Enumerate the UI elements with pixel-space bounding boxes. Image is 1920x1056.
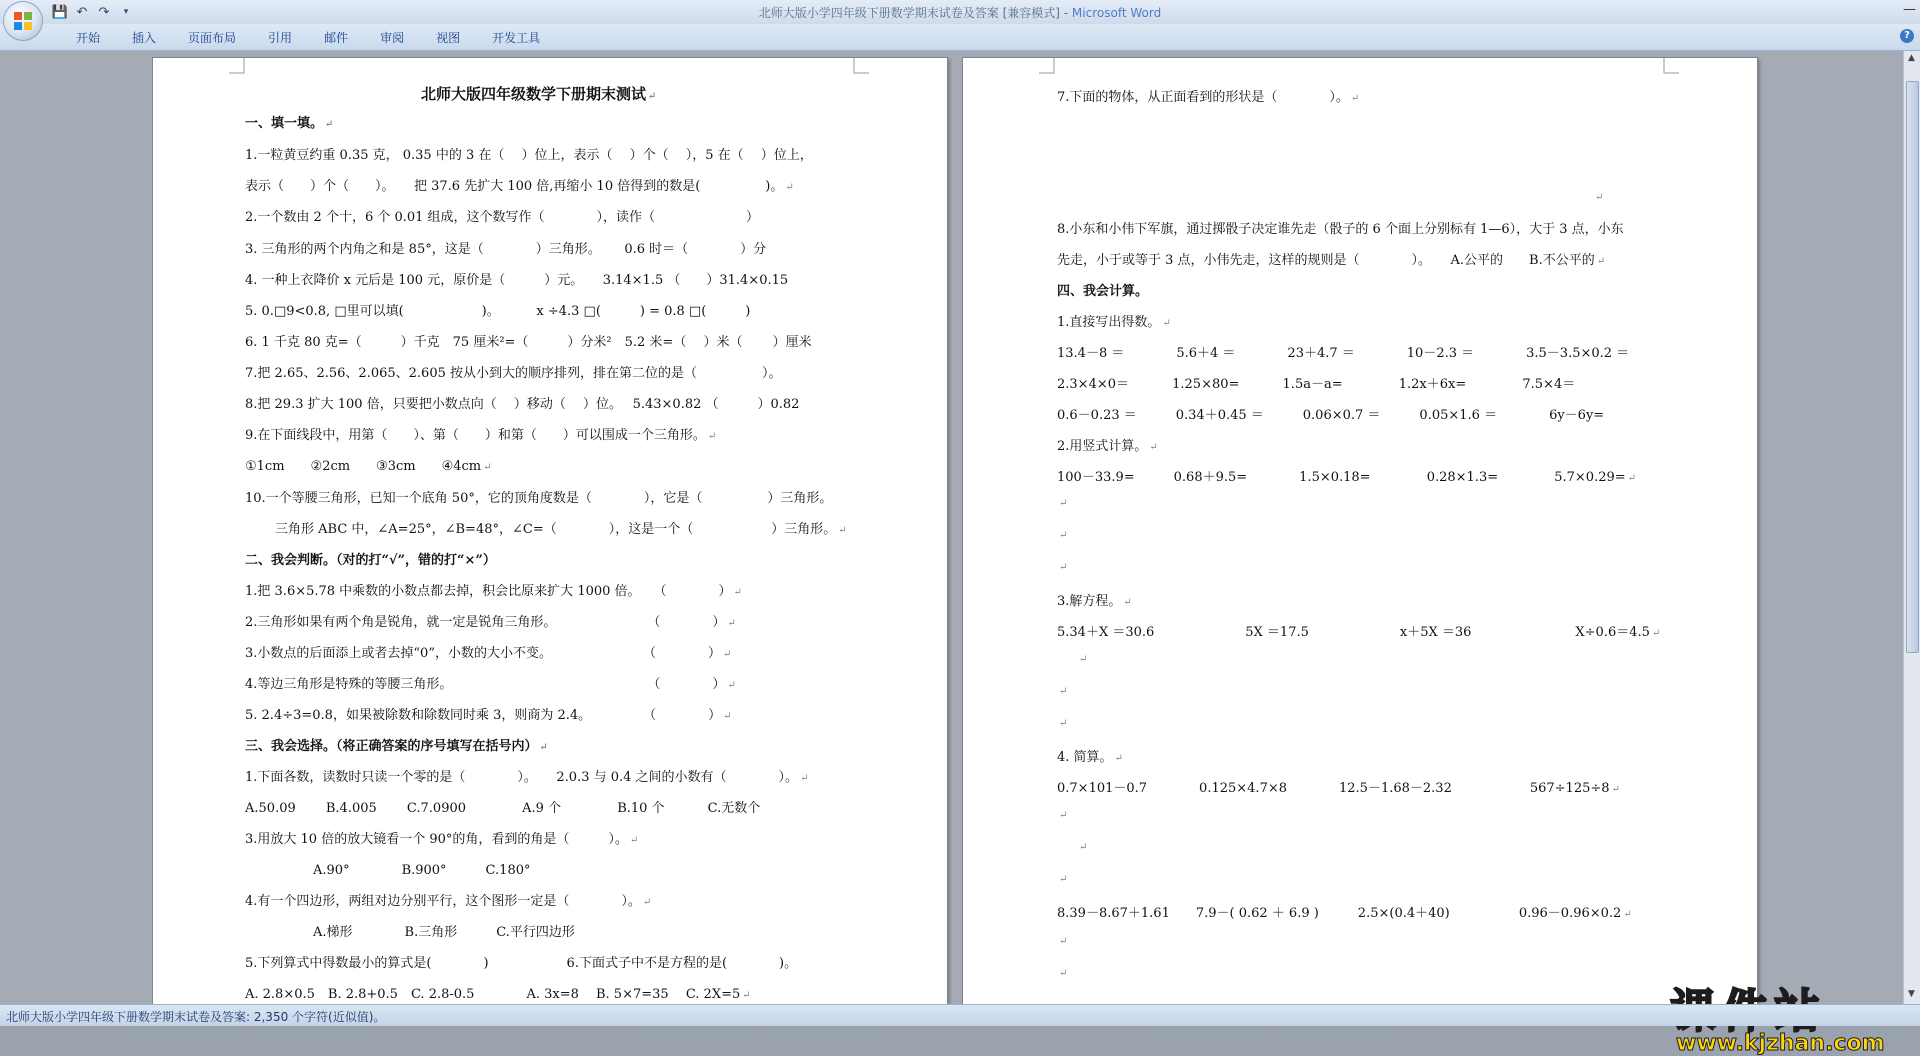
calc-row: 8.39－8.67＋1.61 7.9－( 0.62 ＋ 6.9 ) 2.5×(0.4＋40) 0.96－0.96×0.2 ↵ [1057,906,1632,921]
tab-references[interactable]: 引用 [268,31,293,45]
redo-icon[interactable]: ↷ [98,4,110,20]
tab-mailings[interactable]: 邮件 [324,31,349,45]
calc-row: 13.4－8 ＝ 5.6＋4 ＝ 23＋4.7 ＝ 10－2.3 ＝ 3.5－3.5×0.2 ＝ [1057,346,1630,361]
undo-icon[interactable]: ↶ [76,4,88,20]
question-line: 3. 三角形的两个内角之和是 85°，这是（ ）三角形。 0.6 时＝（ ）分 [245,242,767,257]
calc-row: 2.3×4×0＝ 1.25×80= 1.5a－a= 1.2x＋6x= 7.5×4＝ [1057,377,1576,392]
paragraph-mark: ↵ [1059,936,1068,947]
scroll-up-icon[interactable]: ▲ [1908,53,1915,63]
paragraph-mark: ↵ [1059,498,1068,509]
question-line: 4. 简算。 ↵ [1057,750,1123,765]
question-line: 先走，小于或等于 3 点，小伟先走，这样的规则是（ ）。 A.公平的 B.不公平的 ↵ [1057,253,1606,268]
question-line: A.50.09 B.4.005 C.7.0900 A.9 个 B.10 个 C.无数个 [245,801,761,816]
paragraph-mark: ↵ [1059,718,1068,729]
calc-row: 0.7×101－0.7 0.125×4.7×8 12.5－1.68－2.32 567÷125÷8 ↵ [1057,781,1620,796]
vertical-scrollbar[interactable] [1903,51,1920,1004]
tab-review[interactable]: 审阅 [380,31,405,45]
calc-row: 5.34＋X ＝30.6 5X ＝17.5 x＋5X ＝36 X÷0.6＝4.5 ↵ [1057,625,1661,640]
question-line: A.90° B.900° C.180° [313,863,531,878]
save-icon[interactable]: 💾 [51,4,69,20]
question-line: 6. 1 千克 80 克=（ ）千克 75 厘米²=（ ）分米² 5.2 米=（ ）米（ ）厘米 [245,335,812,350]
section-heading: 二、我会判断。（对的打“√”，错的打“×”） [245,553,496,568]
question-line: 3.解方程。 ↵ [1057,594,1132,609]
calc-row: 0.6－0.23 ＝ 0.34＋0.45 ＝ 0.06×0.7 ＝ 0.05×1.6 ＝ 6y－6y= [1057,408,1605,423]
paragraph-mark: ↵ [1059,874,1068,885]
question-line: 表示（ ）个（ ）。 把 37.6 先扩大 100 倍,再缩小 10 倍得到的数是( )。 ↵ [245,179,794,194]
question-line: 5. 0.□9<0.8, □里可以填( )。 x ÷4.3 □( ) = 0.8 □( ) [245,304,751,319]
question-line: 2.一个数由 2 个十，6 个 0.01 组成，这个数写作（ ），读作（ ） [245,210,760,225]
office-button[interactable] [4,2,42,40]
question-line: 2.用竖式计算。 ↵ [1057,439,1158,454]
question-line: 1.把 3.6×5.78 中乘数的小数点都去掉，积会比原来扩大 1000 倍。 （ ） ↵ [245,584,742,599]
question-line: 4. 一种上衣降价 x 元后是 100 元，原价是（ ）元。 3.14×1.5 （ ）31.4×0.15 [245,273,789,288]
office-logo-icon [13,11,33,31]
paragraph-mark: ↵ [1595,192,1604,203]
paragraph-mark: ↵ [1059,810,1068,821]
tab-view[interactable]: 视图 [436,31,461,45]
question-line: 9.在下面线段中，用第（ ）、第（ ）和第（ ）可以围成一个三角形。 ↵ [245,428,717,443]
watermark-url: www.kjzhan.com [1676,1031,1885,1056]
ribbon-tabs [60,29,556,46]
calc-row: 100－33.9= 0.68＋9.5= 1.5×0.18= 0.28×1.3= 5.7×0.29= ↵ [1057,470,1637,485]
crop-mark-icon [1663,58,1679,74]
paragraph-mark: ↵ [1059,686,1068,697]
paragraph-mark: ↵ [1079,842,1088,853]
paragraph-mark: ↵ [1079,654,1088,665]
section-heading: 一、填一填。 ↵ [245,116,334,131]
question-line: A. 2.8×0.5 B. 2.8+0.5 C. 2.8-0.5 A. 3x=8 B. 5×7=35 C. 2X=5 ↵ [245,987,751,1002]
question-line: 1.下面各数，读数时只读一个零的是（ ）。 2.0.3 与 0.4 之间的小数有（ ）。 ↵ [245,770,809,785]
document-page-2[interactable] [962,57,1758,1019]
status-bar [0,1004,1920,1026]
question-line: 4.等边三角形是特殊的等腰三角形。 （ ） ↵ [245,677,736,692]
document-title: 北师大版小学四年级下册数学期末试卷及答案 [兼容模式] - [758,6,1072,20]
crop-mark-icon [853,58,869,74]
paragraph-mark: ↵ [1059,562,1068,573]
minimize-icon[interactable]: — [1903,2,1916,17]
question-line: 5.下列算式中得数最小的算式是( ) 6.下面式子中不是方程的是( )。 [245,956,798,971]
question-line: 1.直接写出得数。 ↵ [1057,315,1171,330]
window-controls [1903,2,1916,17]
question-line: 7.把 2.65、2.56、2.065、2.605 按从小到大的顺序排列，排在第二位的是（ ）。 [245,366,782,381]
question-line: 三角形 ABC 中，∠A=25°，∠B=48°，∠C=（ ），这是一个（ ）三角形。 ↵ [275,522,847,537]
question-line: 3.用放大 10 倍的放大镜看一个 90°的角，看到的角是（ ）。 ↵ [245,832,639,847]
crop-mark-icon [229,58,245,74]
section-heading: 四、我会计算。 [1057,284,1149,299]
tab-insert[interactable]: 插入 [132,31,157,45]
question-line: 5. 2.4÷3=0.8，如果被除数和除数同时乘 3，则商为 2.4。 （ ） ↵ [245,708,732,723]
section-heading: 三、我会选择。（将正确答案的序号填写在括号内） ↵ [245,739,548,754]
paragraph-mark: ↵ [1059,530,1068,541]
tab-page-layout[interactable]: 页面布局 [188,31,237,45]
application-name: Microsoft Word [1071,6,1162,20]
dropdown-icon[interactable]: ▾ [123,7,129,17]
question-line: A.梯形 B.三角形 C.平行四边形 [313,925,575,940]
scroll-thumb[interactable] [1906,81,1919,653]
question-line: 7.下面的物体，从正面看到的形状是（ ）。 ↵ [1057,90,1360,105]
question-line: 4.有一个四边形，两组对边分别平行，这个图形一定是（ ）。 ↵ [245,894,652,909]
help-icon[interactable]: ? [1900,29,1914,43]
question-line: ①1cm ②2cm ③3cm ④4cm ↵ [245,459,492,474]
ribbon [0,24,1920,51]
scroll-down-icon[interactable]: ▼ [1908,989,1915,999]
title-bar [0,0,1920,25]
question-line: 8.把 29.3 扩大 100 倍，只要把小数点向（ ）移动（ ）位。 5.43×0.82 （ ）0.82 [245,397,800,412]
tab-home[interactable]: 开始 [76,31,101,45]
question-line: 8.小东和小伟下军旗，通过掷骰子决定谁先走（骰子的 6 个面上分别标有 1—6），大于 3 点，小东 [1057,222,1624,237]
paragraph-mark: ↵ [1059,968,1068,979]
tab-developer[interactable]: 开发工具 [492,31,541,45]
document-title-heading: 北师大版四年级数学下册期末测试 ↵ [421,85,657,103]
question-line: 10.一个等腰三角形，已知一个底角 50°，它的顶角度数是（ ），它是（ ）三角形。 [245,491,833,506]
status-text: 北师大版小学四年级下册数学期末试卷及答案: 2,350 个字符(近似值)。 [6,1010,386,1024]
question-line: 1.一粒黄豆约重 0.35 克， 0.35 中的 3 在（ ）位上，表示（ ）个（ ），5 在（ ）位上， [245,148,813,163]
window-title [0,4,1920,21]
crop-mark-icon [1039,58,1055,74]
question-line: 2.三角形如果有两个角是锐角，就一定是锐角三角形。 （ ） ↵ [245,615,736,630]
question-line: 3.小数点的后面添上或者去掉“0”，小数的大小不变。 （ ） ↵ [245,646,732,661]
document-page-1[interactable] [152,57,948,1019]
